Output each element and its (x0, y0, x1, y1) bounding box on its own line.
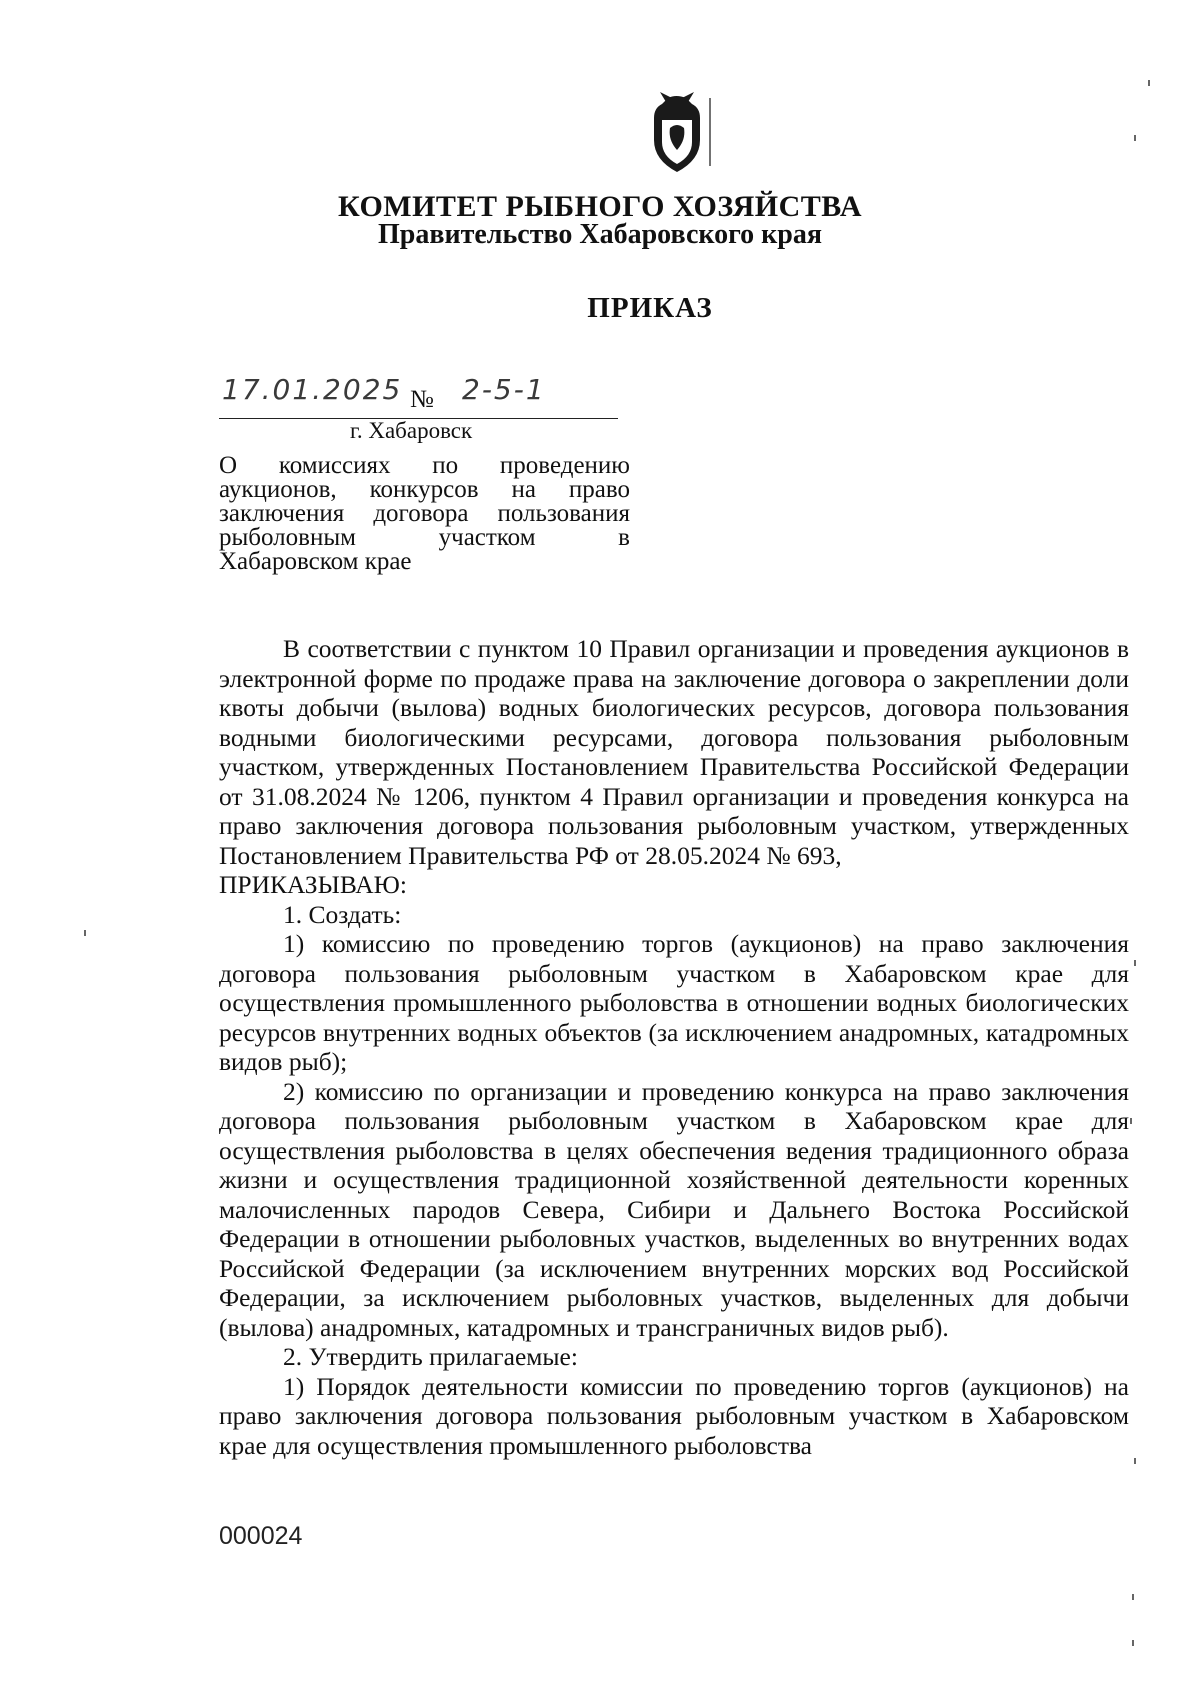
scan-artifact (84, 930, 86, 936)
organization-subtitle: Правительство Хабаровского края (377, 219, 823, 250)
clause-2: 2. Утвердить прилагаемые: (283, 1342, 578, 1371)
number-sign: № (410, 386, 434, 413)
order-body (219, 634, 1129, 1460)
scan-artifact (1132, 1594, 1134, 1600)
subject-line: рыболовным участком в (219, 524, 630, 551)
order-keyword: ПРИКАЗЫВАЮ: (219, 870, 407, 899)
subject-line: заключения договора пользования (219, 500, 630, 527)
handwritten-date: 17.01.2025 (222, 373, 403, 406)
subject-line: О комиссиях по проведению (219, 452, 630, 479)
scan-artifact (1132, 1640, 1134, 1646)
scan-artifact (1148, 80, 1150, 86)
page-code: 000024 (219, 1522, 303, 1550)
organization-name: КОМИТЕТ РЫБНОГО ХОЗЯЙСТВА (337, 190, 863, 223)
clause-1-2: 2) комиссию по организации и проведению конкурса на право заключения договора пользования рыболовным участком в Хабаровском крае для осуществления рыболовства в целях обеспечения ведения традиционного образа жизни и осуществления традиционной хозяйственной деятельности коренных малочисленных пародов Севера, Сибири и Дальнего Востока Российской Федерации в отношении рыболовных участков, выделенных во внутренних водах Российской Федерации (за исключением внутренних морских вод Российской Федерации, за исключением рыболовных участков, выделенных для добычи (вылова) анадромных, катадромных и трансграничных видов рыб). (219, 1076, 1129, 1342)
subject-line: аукционов, конкурсов на право (219, 476, 630, 503)
preamble-paragraph: В соответствии с пунктом 10 Правил организации и проведения аукционов в электронной форме по продаже права на заключение договора о закреплении доли квоты добычи (вылова) водных биологических ресурсов, договора пользования водными биологическими ресурсами, договора пользования рыболовным участком, утвержденных Постановлением Правительства Российской Федерации от 31.08.2024 № 1206, пунктом 4 Правил организации и проведения конкурса на право заключения договора пользования рыболовным участком, утвержденных Постановлением Правительства РФ от 28.05.2024 № 693, (219, 634, 1129, 870)
document-type-title: ПРИКАЗ (587, 292, 713, 324)
clause-1-1: 1) комиссию по проведению торгов (аукционов) на право заключения договора пользования рыболовным участком в Хабаровском крае для осуществления промышленного рыболовства в отношении водных биологических ресурсов внутренних водных объектов (за исключением анадромных, катадромных видов рыб); (219, 929, 1129, 1076)
subject-line: Хабаровском крае (219, 548, 412, 575)
order-subject (219, 454, 630, 574)
coat-of-arms-khabarovsk-icon (632, 88, 722, 178)
scan-artifact (1130, 1118, 1132, 1124)
handwritten-number: 2-5-1 (462, 373, 546, 406)
scan-artifact (1134, 135, 1136, 141)
clause-1: 1. Создать: (283, 899, 402, 929)
scan-artifact (1134, 1458, 1136, 1464)
clause-2-1: 1) Порядок деятельности комиссии по проведению торгов (аукционов) на право заключения договора пользования рыболовным участком в Хабаровском крае для осуществления промышленного рыболовства (219, 1371, 1129, 1460)
scan-artifact (1134, 960, 1136, 966)
city-name: г. Хабаровск (350, 418, 473, 443)
